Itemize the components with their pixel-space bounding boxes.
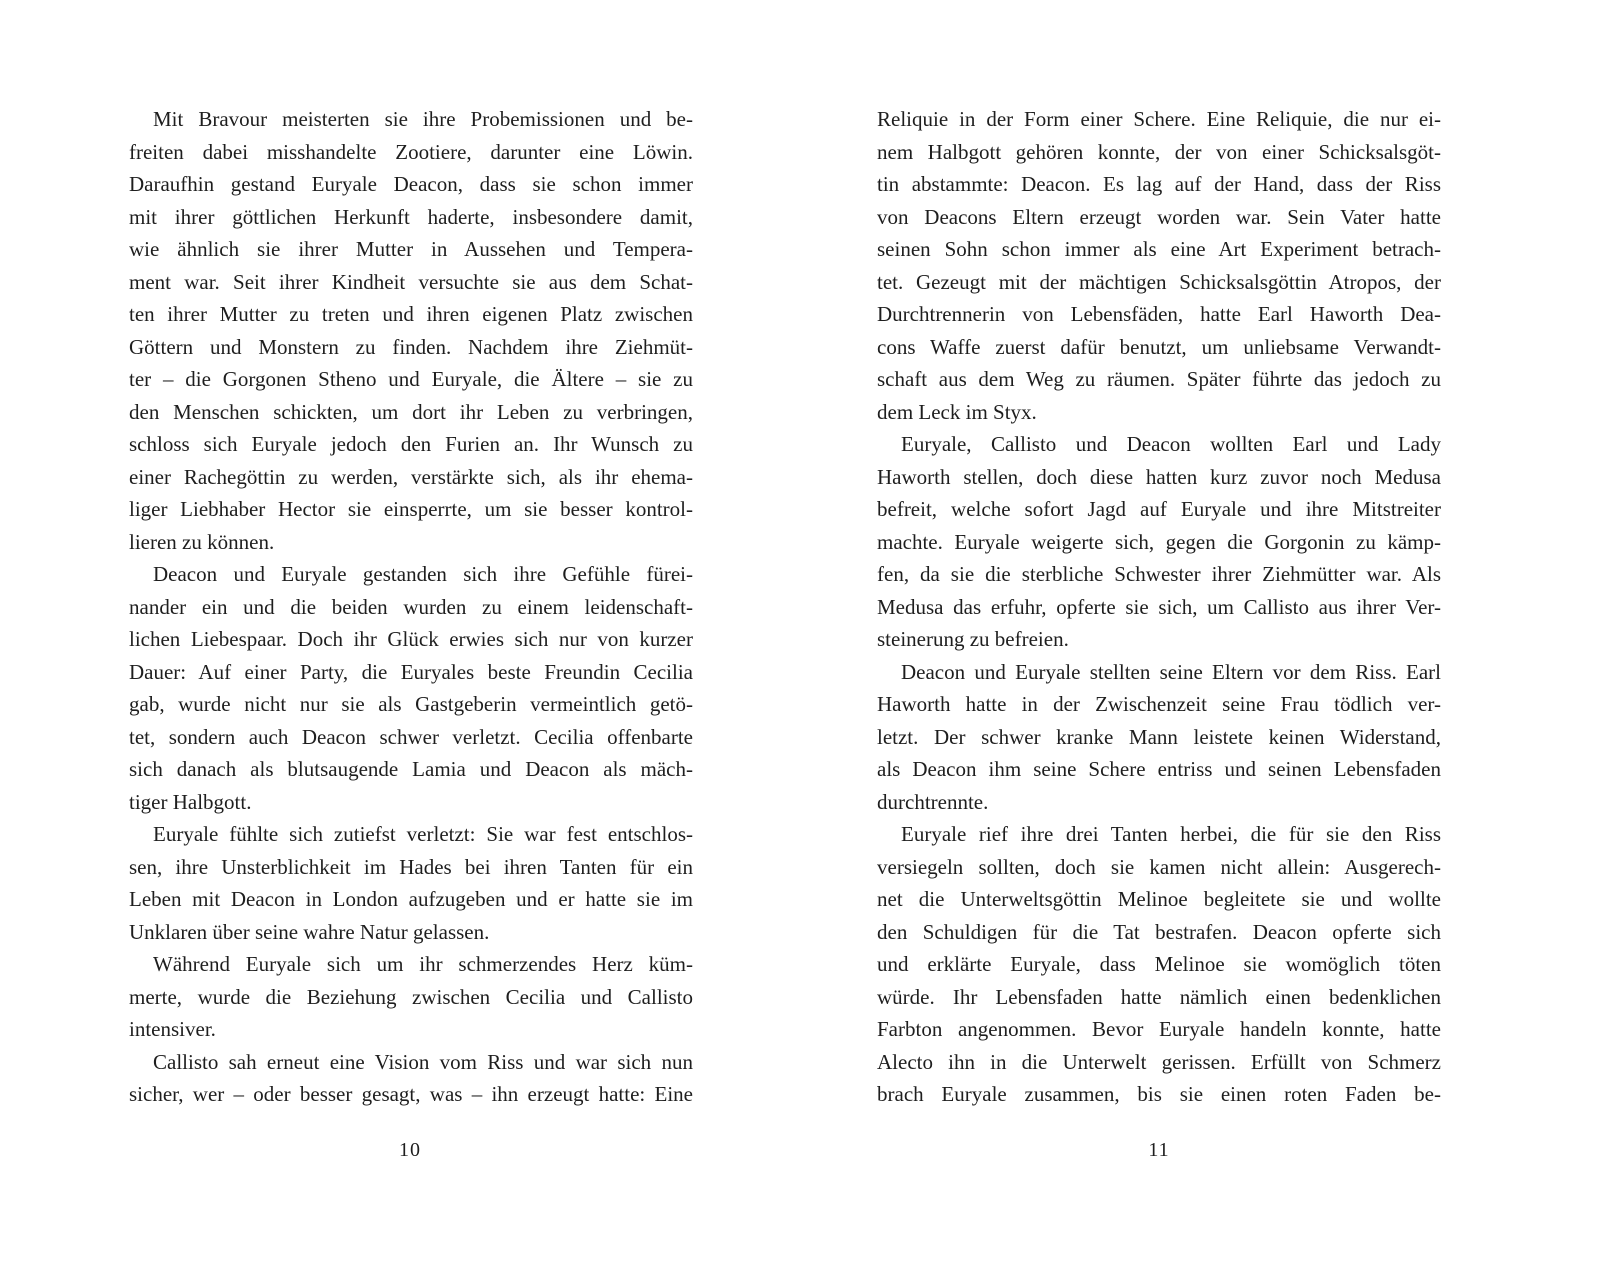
- text-line: sicher, wer – oder besser gesagt, was – ihn erzeugt hatte: Eine: [129, 1082, 693, 1106]
- text-line: ter – die Gorgonen Stheno und Euryale, die Ältere – sie zu: [129, 367, 693, 391]
- text-line: cons Waffe zuerst dafür benutzt, um unliebsame Verwandt-: [877, 334, 1441, 359]
- text-line: Dauer: Auf einer Party, die Euryales beste Freundin Cecilia: [129, 659, 693, 684]
- text-line: dem Leck im Styx.: [877, 399, 1037, 424]
- left-page-text: [129, 103, 693, 1111]
- text-line: nander ein und die beiden wurden zu einem leidenschaft-: [129, 594, 693, 619]
- text-line: gab, wurde nicht nur sie als Gastgeberin vermeintlich getö-: [129, 692, 693, 716]
- text-line: Mit Bravour meisterten sie ihre Probemissionen und be-: [153, 107, 693, 131]
- text-line: Medusa das erfuhr, opferte sie sich, um Callisto aus ihrer Ver-: [877, 594, 1441, 619]
- text-line: fen, da sie die sterbliche Schwester ihrer Ziehmütter war. Als: [877, 562, 1441, 586]
- text-line: net die Unterweltsgöttin Melinoe begleitete sie und wollte: [877, 887, 1441, 911]
- text-line: nem Halbgott gehören konnte, der von einer Schicksalsgöt-: [877, 139, 1441, 164]
- text-line: schloss sich Euryale jedoch den Furien an. Ihr Wunsch zu: [129, 432, 693, 456]
- left-page-number: 10: [399, 1139, 421, 1161]
- text-line: sich danach als blutsaugende Lamia und Deacon als mäch-: [129, 757, 693, 781]
- text-line: befreit, welche sofort Jagd auf Euryale und ihre Mitstreiter: [877, 497, 1441, 521]
- text-line: steinerung zu befreien.: [877, 627, 1069, 651]
- text-line: durchtrennte.: [877, 789, 989, 814]
- text-line: ment war. Seit ihrer Kindheit versuchte sie aus dem Schat-: [129, 269, 693, 294]
- text-line: merte, wurde die Beziehung zwischen Cecilia und Callisto: [129, 984, 693, 1009]
- text-line: Haworth stellen, doch diese hatten kurz zuvor noch Medusa: [877, 464, 1441, 489]
- text-line: freiten dabei misshandelte Zootiere, darunter eine Löwin.: [129, 139, 693, 164]
- text-line: den Schuldigen für die Tat bestrafen. Deacon opferte sich: [877, 919, 1441, 944]
- text-line: Deacon und Euryale stellten seine Eltern vor dem Riss. Earl: [901, 659, 1441, 684]
- text-line: Callisto sah erneut eine Vision vom Riss und war sich nun: [153, 1049, 693, 1074]
- text-line: Leben mit Deacon in London aufzugeben und er hatte sie im: [129, 887, 693, 911]
- text-line: Farbton angenommen. Bevor Euryale handeln konnte, hatte: [877, 1017, 1441, 1041]
- text-line: intensiver.: [129, 1017, 216, 1041]
- text-line: Daraufhin gestand Euryale Deacon, dass sie schon immer: [129, 172, 693, 196]
- text-line: Göttern und Monstern zu finden. Nachdem ihre Ziehmüt-: [129, 334, 693, 359]
- text-line: mit ihrer göttlichen Herkunft haderte, insbesondere damit,: [129, 204, 693, 229]
- text-line: Deacon und Euryale gestanden sich ihre Gefühle fürei-: [153, 562, 693, 586]
- text-line: versiegeln sollten, doch sie kamen nicht allein: Ausgerech-: [877, 854, 1441, 879]
- text-line: machte. Euryale weigerte sich, gegen die Gorgonin zu kämp-: [877, 529, 1441, 554]
- text-line: und erklärte Euryale, dass Melinoe sie womöglich töten: [877, 952, 1441, 976]
- right-page-text: [877, 103, 1441, 1111]
- text-line: Alecto ihn in die Unterwelt gerissen. Erfüllt von Schmerz: [877, 1049, 1441, 1074]
- text-line: tet. Gezeugt mit der mächtigen Schicksalsgöttin Atropos, der: [877, 269, 1441, 294]
- right-page-number: 11: [1148, 1139, 1170, 1161]
- text-line: liger Liebhaber Hector sie einsperrte, um sie besser kontrol-: [129, 497, 693, 521]
- text-line: Reliquie in der Form einer Schere. Eine Reliquie, die nur ei-: [877, 107, 1441, 131]
- text-line: schaft aus dem Weg zu räumen. Später führte das jedoch zu: [877, 367, 1441, 391]
- text-line: Euryale, Callisto und Deacon wollten Earl und Lady: [901, 432, 1441, 456]
- text-line: tet, sondern auch Deacon schwer verletzt. Cecilia offenbarte: [129, 724, 693, 749]
- text-line: sen, ihre Unsterblichkeit im Hades bei ihren Tanten für ein: [129, 854, 693, 879]
- text-line: lichen Liebespaar. Doch ihr Glück erwies sich nur von kurzer: [129, 627, 693, 651]
- text-line: würde. Ihr Lebensfaden hatte nämlich einen bedenklichen: [877, 984, 1441, 1009]
- text-line: tiger Halbgott.: [129, 789, 252, 814]
- text-line: von Deacons Eltern erzeugt worden war. Sein Vater hatte: [877, 204, 1441, 229]
- text-line: als Deacon ihm seine Schere entriss und seinen Lebensfaden: [877, 757, 1441, 781]
- text-line: brach Euryale zusammen, bis sie einen roten Faden be-: [877, 1082, 1441, 1106]
- text-line: letzt. Der schwer kranke Mann leistete keinen Widerstand,: [877, 724, 1441, 749]
- text-line: Unklaren über seine wahre Natur gelassen.: [129, 919, 490, 944]
- text-line: wie ähnlich sie ihrer Mutter in Aussehen und Tempera-: [129, 237, 693, 261]
- text-line: Euryale fühlte sich zutiefst verletzt: Sie war fest entschlos-: [153, 822, 693, 846]
- text-line: lieren zu können.: [129, 529, 275, 554]
- text-line: Euryale rief ihre drei Tanten herbei, die für sie den Riss: [901, 822, 1441, 846]
- text-line: einer Rachegöttin zu werden, verstärkte sich, als ihr ehema-: [129, 464, 693, 489]
- text-line: Durchtrennerin von Lebensfäden, hatte Earl Haworth Dea-: [877, 302, 1441, 326]
- text-line: den Menschen schickten, um dort ihr Leben zu verbringen,: [129, 399, 693, 424]
- text-line: tin abstammte: Deacon. Es lag auf der Hand, dass der Riss: [877, 172, 1441, 196]
- text-line: seinen Sohn schon immer als eine Art Experiment betrach-: [877, 237, 1441, 261]
- text-line: ten ihrer Mutter zu treten und ihren eigenen Platz zwischen: [129, 302, 693, 326]
- text-line: Haworth hatte in der Zwischenzeit seine Frau tödlich ver-: [877, 692, 1441, 716]
- text-line: Während Euryale sich um ihr schmerzendes Herz küm-: [153, 952, 693, 976]
